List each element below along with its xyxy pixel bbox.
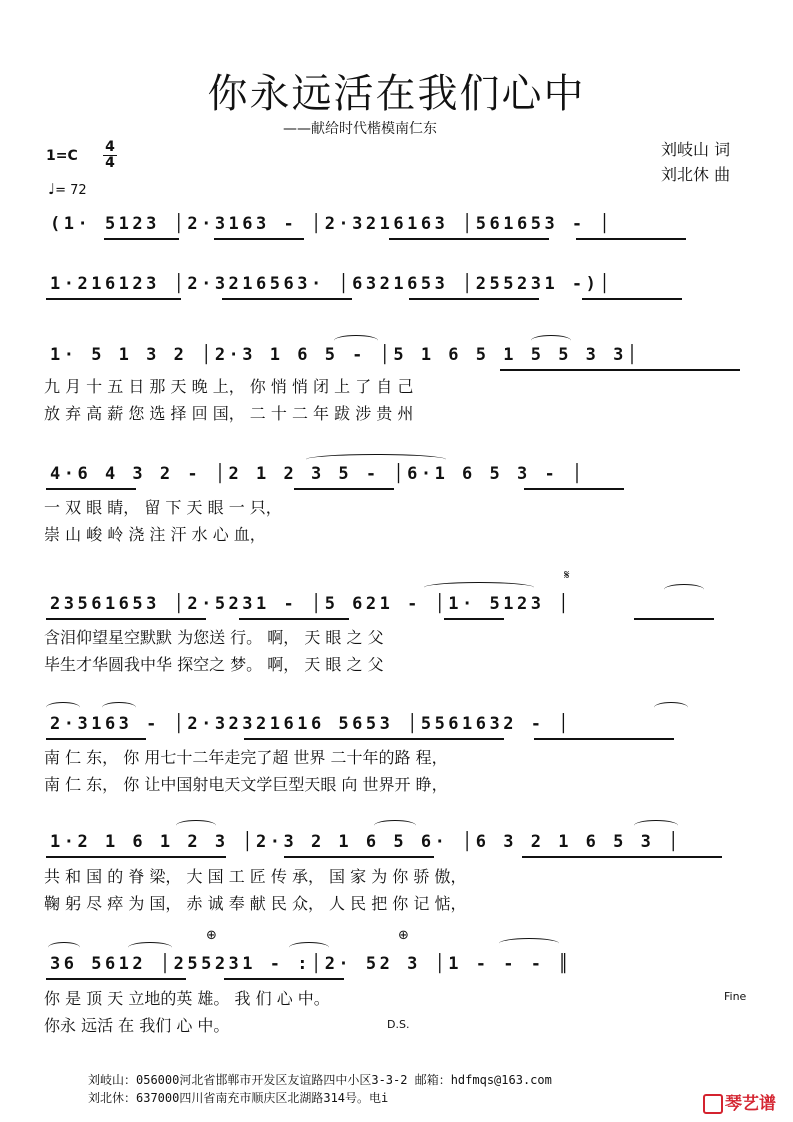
tempo-value: = 72 — [55, 183, 87, 198]
meter-top: 4 — [105, 139, 115, 155]
beam-line — [239, 618, 349, 620]
beam-line — [444, 618, 504, 620]
notes-line: 23561653 │2·5231 - │5 621 - │1· 5123 │ — [50, 594, 572, 614]
key-signature: 1=C — [46, 148, 78, 164]
lyric-verse-1-row-8: 你 是 顶 天 立地的英 雄。 我 们 心 中。 — [44, 989, 330, 1008]
beam-line — [634, 618, 714, 620]
beam-line — [522, 856, 722, 858]
segno-icon: 𝄋 — [564, 568, 570, 583]
lyric-verse-1-row-7: 共 和 国 的 脊 梁， 大 国 工 匠 传 承， 国 家 为 你 骄 傲， — [44, 867, 467, 886]
ds-marking: D.S. — [387, 1018, 410, 1031]
composer-credit: 刘北休 曲 — [661, 165, 731, 184]
notes-line: 2·3163 - │2·32321616 5653 │5561632 - │ — [50, 714, 572, 734]
slur-mark — [289, 942, 329, 953]
notes-line: 1·216123 │2·3216563· │6321653 │255231 -)│ — [50, 274, 614, 294]
logo-text: 琴艺谱 — [725, 1094, 776, 1114]
score-row-2 — [44, 272, 750, 300]
logo-icon — [703, 1094, 723, 1114]
beam-line — [389, 238, 549, 240]
slur-mark — [334, 335, 378, 346]
time-signature — [103, 140, 117, 171]
beam-line — [284, 856, 434, 858]
lyric-verse-2-row-8: 你永 远活 在 我们 心 中。 — [44, 1016, 230, 1035]
footer-contact-lyricist: 刘岐山：056000河北省邯郸市开发区友谊路四中小区3-3-2 邮箱：hdfmqs@163.com — [88, 1073, 552, 1087]
lyric-verse-1-row-6: 南 仁 东， 你 用七十二年走完了超 世界 二十年的路 程， — [44, 748, 448, 767]
score-row-8 — [44, 928, 750, 980]
coda-icon: ⊕ — [206, 928, 217, 943]
footer-contact-composer: 刘北休：637000四川省南充市顺庆区北湖路314号。电i — [88, 1091, 389, 1105]
song-title: 你永远活在我们心中 — [207, 71, 586, 117]
beam-line — [46, 738, 146, 740]
slur-mark — [634, 820, 678, 831]
slur-mark — [664, 584, 704, 595]
lyricist-credit: 刘岐山 词 — [661, 140, 731, 159]
site-logo — [703, 1089, 776, 1114]
coda-icon: ⊕ — [398, 928, 409, 943]
beam-line — [46, 856, 226, 858]
beam-line — [224, 978, 344, 980]
lyric-verse-2-row-5: 毕生才华圆我中华 探空之 梦。 啊， 天 眼 之 父 — [44, 655, 384, 674]
beam-line — [500, 369, 740, 371]
beam-line — [524, 488, 624, 490]
tempo-marking — [48, 180, 87, 198]
beam-line — [46, 978, 186, 980]
song-subtitle: ——献给时代楷模南仁东 — [283, 121, 437, 137]
notes-line: 1·2 1 6 1 2 3 │2·3 2 1 6 5 6· │6 3 2 1 6 5 3 │ — [50, 832, 682, 852]
slur-mark — [176, 820, 216, 831]
slur-mark — [128, 942, 172, 953]
notes-line: 36 5612 │255231 - :│2· 52 3 │1 - - - ║ — [50, 954, 572, 974]
slur-mark — [424, 582, 534, 593]
beam-line — [582, 298, 682, 300]
score-row-6 — [44, 712, 750, 740]
slur-mark — [499, 938, 559, 949]
beam-line — [46, 618, 206, 620]
slur-mark — [654, 702, 688, 713]
beam-line — [576, 238, 686, 240]
slur-mark — [46, 702, 80, 713]
lyric-verse-1-row-3: 九 月 十 五 日 那 天 晚 上， 你 悄 悄 闭 上 了 自 己 — [44, 377, 414, 396]
beam-line — [294, 488, 394, 490]
notes-line: (1· 5123 │2·3163 - │2·3216163 │561653 - │ — [50, 214, 614, 234]
score-row-4 — [44, 462, 750, 490]
fine-marking: Fine — [724, 990, 747, 1003]
lyric-verse-2-row-4: 崇 山 峻 岭 浇 注 汗 水 心 血， — [44, 525, 266, 544]
lyric-verse-2-row-6: 南 仁 东， 你 让中国射电天文学巨型天眼 向 世界开 睁， — [44, 775, 448, 794]
score-row-1 — [44, 212, 750, 240]
lyric-verse-2-row-7: 鞠 躬 尽 瘁 为 国， 赤 诚 奉 献 民 众， 人 民 把 你 记 惦， — [44, 894, 467, 913]
slur-mark — [374, 820, 416, 831]
lyric-verse-1-row-4: 一 双 眼 睛， 留 下 天 眼 一 只， — [44, 498, 282, 517]
score-row-7 — [44, 830, 750, 858]
quarter-note-icon: ♩ — [48, 180, 56, 198]
lyric-verse-2-row-3: 放 弃 高 薪 您 选 择 回 国， 二 十 二 年 跋 涉 贵 州 — [44, 404, 414, 423]
slur-mark — [531, 335, 571, 346]
slur-mark — [306, 454, 446, 465]
lyric-verse-1-row-5: 含泪仰望星空默默 为您送 行。 啊， 天 眼 之 父 — [44, 628, 384, 647]
beam-line — [46, 298, 181, 300]
slur-mark — [48, 942, 80, 953]
beam-line — [534, 738, 674, 740]
beam-line — [222, 298, 352, 300]
slur-mark — [102, 702, 136, 713]
score-row-3 — [44, 343, 750, 371]
score-row-5 — [44, 568, 750, 620]
beam-line — [244, 738, 504, 740]
meter-bottom: 4 — [105, 155, 115, 171]
beam-line — [214, 238, 304, 240]
notes-line: 1· 5 1 3 2 │2·3 1 6 5 - │5 1 6 5 1 5 5 3 3│ — [50, 345, 641, 365]
beam-line — [104, 238, 179, 240]
notes-line: 4·6 4 3 2 - │2 1 2 3 5 - │6·1 6 5 3 - │ — [50, 464, 586, 484]
beam-line — [409, 298, 539, 300]
beam-line — [46, 488, 136, 490]
